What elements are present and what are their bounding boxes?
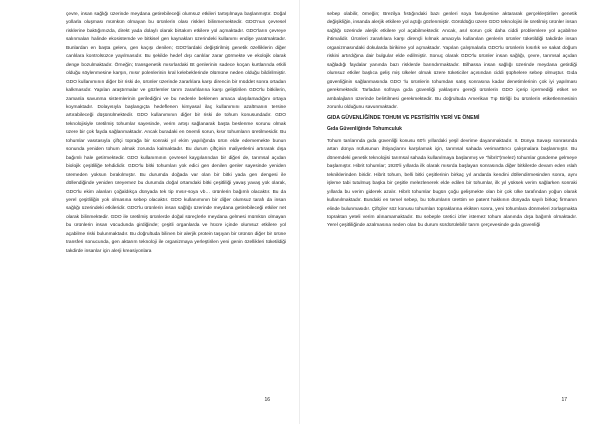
right-page bbox=[300, 0, 600, 424]
right-page-paragraph-body: Tohum tarılarında gıda güvenliği konusu 60'lı yıllardaki yeşil devrime dayanmaktadır. II. Dünya Savaşı sonrasında artan dünya nüfusunun ihtiyaçlarını karşılamak için, tarımsal sahada verimarttırıcı çalışmalara başlanmıştır. Bu dönemdeki genetik teknolojisi tarımsal sahada kullanılmaya başlanmış ve "hibrit"(melez) tohumlar gündeme gelmeye başlamıştır. Hibrit tohumlar; 1920'li yıllarda ilk olarak mısırda başlayan sonrasında diğer bitkilerde devam eden ıslah tekniklerinden biridir. Hibrit tohum, belli bitki çeşitlerinin birkaç yıl arıdarda kendini döllendirmesinden sonra, aynı işleme tabi tutulmuş başka bir çeşitle melezlenerek elde edilen bir tohumlar, ilk yıl yüksek verim sağlarken sonraki yıllarda bu verim giderek azalır. Hibrit tohumlar bugün çoğu gelişmekte olan bir çok ülke tarafından yoğun olarak kullanılmaktadır. Bundaki en temel sebep, bu tohumların ürettim ve patent hakkının dünyada sayılı birkaç firmanın elinde bulunmasıdır. Çiftçiler söz konusu tohumları topraklarına ekikten sonra, yeni tohumlara dönmeleri zorlaşmakta topraktan yeteli verim alınamamaktadır. Bu sebeple üretici izler istemez tohum alanında dışa bağımlı olmaktadır. Yerel çeşitliliğinde azalmasına neden olan bu durum sürdürülebilir tarım çerçevesinde gıda güvenliği bbox=[327, 138, 577, 229]
page-number-right: 17 bbox=[561, 397, 567, 403]
left-page-paragraph: çevre, insan sağlığı üzerinde meydana getirebileceği olumsuz etkileri tartışılmaya başlanmıştır. Doğal yollarla oluşması mümkün olmayan bu ürünlerin olası riskleri bilinmemektedir. GDO'nun çevresel risklerine baktığımızda, direkt yada dolaylı olarak birtakım etkilere yol açmaktadır. GDO'ların çevreye salınmaları halinde ekosistemde ve bitkisel gen kaynakları üzerindeki kullanımı endişe yaratmaktadır. Bunlardan en başta gelenı, gen kaçışı denilen; GDO'lardaki değiştirilmiş genetik özelliklerin diğer canlılara kontrolsüzce yayılmasıdır. Bu şekilde hedef dışı canlılar zarar görmekte ve ekolojik olarak denge bozulmaktadır. Örneğin; transgenetik mısırlardaki Bt genlerinin sadece koçan kurtlarında etkili olduğu söylenmesine karşın, mısır polenlerinin kral kelebeklerinde ölümüne neden olduğu bildirilmiştir. GDO kullanımının diğer bir riski de, ürünler üzerinde zararlılara karşı direncin bir müddet sonra ortadan kalkmasıdır. Yapılan araştırmalar ve gözlemler tarım zararlılarına karşı geliştirilen GDO'lu bitkilerin, zamanla savunma sistemlerinin gerilediğini ve bu nedenle beklenen amaca ulaşılamadığını ortaya koymaktadır. Dolayısıyla başlangıçta hedeflenen kimyasal ilaç kullanımını azaltmanın tersine artırabileceği düşünülmektedir. GDO kullanımının diğer bir riski de tohum konusundadır. GDO teknolojisiyle üretilmiş tohumlar sayesinde, verim artışı sağlanarak başta beslenme sorunu olmak üzere bir çok fayda sağlanmaktadır. Ancak buradaki en önemli sorun, kısır tohumların üretilmesidir. Bu tohumlar vasıtasıyla çiftçi toprağa bir sonraki yıl ekim yapılığında ürün elde edememekte bunun sonunda yeniden tohum almak zorunda kalmaktadır. Bu durum çiftçinin maliyetlerini artırarak dışa bağımlı hale getirmektedir. GDO kullanımının çevresel kaygılarından bir diğeri de, tarımsal açıdan biolojik çeşitliliğe tehdididir. GDO'lu bitki tohumları yok edici gen denilen genler sayesinde yeniden üremeden yoksun bırakılmıştır. Bu durumda doğada var olan bir bitki yada gen dengesi ile döllendiğinde yeniden üreyemez bu durumda doğal ortamdaki bitki çeşitliliği yavaş yavaş yok olarak, GDO'lu ekim alanları çoğaldıkça dünyada tek tip mısır-soya vb… ürünlerin bağımlı olacaktır. Bu da yerel çeşitliliğin yok olmasına sebep olacaktır. GDO kullanımının bir diğer olumsuz tarafı da insan sağlığı üzerindeki etkileridir. GDO'lu ürünlerin insan sağlığı üzerinde meydana getirebileceği etkiler net olarak bilinmektedir. GDO ile üretilmiş ürünlerde doğal süreçlerle meydana gelmesi mümkün olmayan bu ürünlerin insan vücudunda girdiğinde; çeşitli organlarda ve hücre içinde olumsuz etkilere yol açabilme riski bulunmaktadır. Bu doğrultuda bilinen bir alerjik protein taşıyan bir ürünün diğer bir ürüne transferi sonucunda, gen aktarım teknoloji ile organizmaya yerleştirilen yeni genin özellikleri tüketildiği takdirde insanlar için alerji kreasiyonlara bbox=[66, 12, 286, 254]
section-subheading: Gıda Güvenliğinde Tohumculuk bbox=[327, 126, 402, 133]
right-page-paragraph-intro: sebep olabilir, örneğin; Brezilya fıstığındaki bazı genleri soya fasulyesine aktararak gerçekleştirilen genetik değişikliğin, insanda alerjik etkilere yol açtığı gözlenmiştir. Görüldüğü üzere GDO teknolojisi ile üretilmiş ürünler insan sağlığı üzerinde alerjik etkilere yol açabilmektedir. Ancak, asıl sorun çok daha ciddi problemlere yol açabilme ihtimalidir. Ürünleri zararlılara karşı dirençli kılmak amacıyla kullanılan genlerin ürünler tüketildiği takdirde insan organizmasındaki dokularda birikime yol açmaktadır. Yapılan çalışmalarla GDO'lu ürünlerin kısırlık ve sakat doğum riskini artırdığına dair bulgular elde edilmiştir. Sonuç olarak GDO'lu ürünler insan sağlığı, çevre, tarımsal açıdan sağladığı faydalar yanında bazı risklerde barındırmaktadır. Bilhassa insan sağlığı üzerinde meydana getirdiği olumsuz etkiler başlıca geliş miş ülkeler olmak üzere tüketiciler açısından ciddi şüphelere sebep olmuştur. Gıda güvenliğinin sağlanmasında GDO 'lu ürünlerin tohumdan satış sonrasına kadar denetimlerinin çok iyi yapılması gerekmektedir. Tarladan sofraya gıda güvenliği yaklaşımı gereği ürünlerin GDO içerip içermediği etiket ve ambalajların üzerinde belirtilmesi gerekmektedir. Bu doğrultuda Amerikan Tıp Birliği bu ürünlerin etiketlenmesinin zorunlu olduğunu savunmaktadır. bbox=[327, 12, 577, 110]
page-number-left: 16 bbox=[264, 397, 270, 403]
section-heading: GIDA GÜVENLİĞİNDE TOHUM VE PESTİSİTİN YERİ VE ÖNEMİ bbox=[327, 115, 480, 122]
